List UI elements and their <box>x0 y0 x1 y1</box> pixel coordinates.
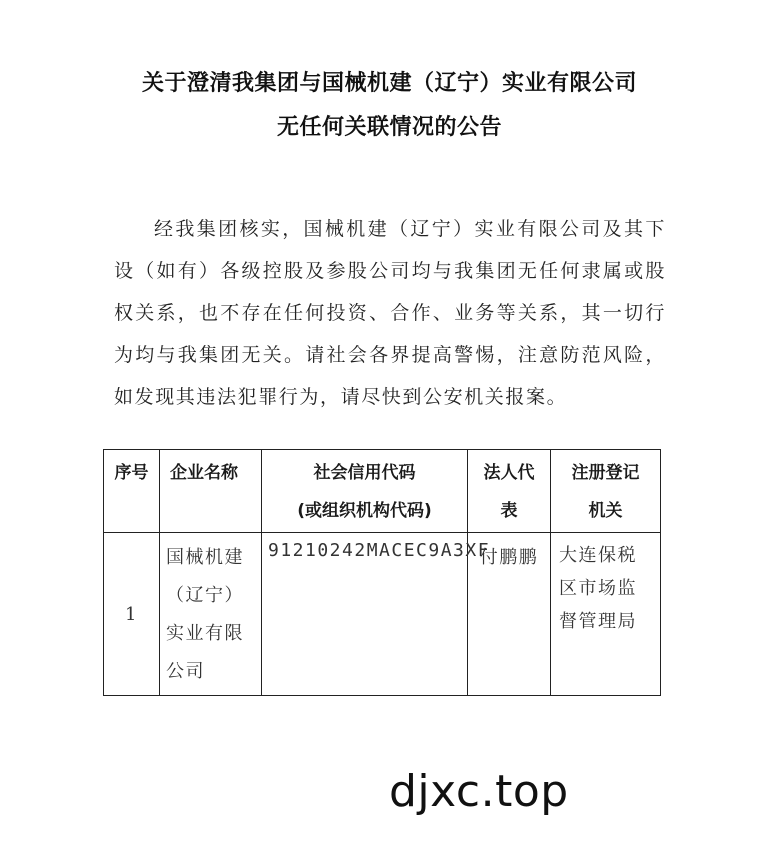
row-seq: 1 <box>104 533 160 696</box>
notice-body-paragraph: 经我集团核实，国械机建（辽宁）实业有限公司及其下设（如有）各级控股及参股公司均与我集团无任何隶属或股权关系，也不存在任何投资、合作、业务等关系，其一切行为均与我集团无关。请社会各界提高警惕，注意防范风险，如发现其违法犯罪行为，请尽快到公安机关报案。 <box>114 218 666 408</box>
header-legal-rep-line2: 表 <box>500 501 518 521</box>
row-registration-line: 督管理局 <box>559 611 637 632</box>
row-company-name-line: 实业有限 <box>166 623 244 644</box>
row-company-name <box>160 533 262 696</box>
site-watermark: djxc.top <box>389 766 569 817</box>
header-company-name: 企业名称 <box>160 450 262 533</box>
row-registration-line: 大连保税 <box>559 545 637 566</box>
company-info-table <box>103 449 661 696</box>
row-company-name-line: 国械机建 <box>166 547 244 568</box>
notice-title-line-2: 无任何关联情况的公告 <box>276 115 502 140</box>
header-legal-rep-line1: 法人代 <box>483 463 535 483</box>
notice-title-line-1: 关于澄清我集团与国械机建（辽宁）实业有限公司 <box>141 71 637 96</box>
header-credit-code-line2: (或组织机构代码) <box>297 501 432 521</box>
row-credit-code: 91210242MACEC9A3XF <box>262 533 468 696</box>
row-company-name-line: 公司 <box>166 661 205 682</box>
header-seq: 序号 <box>104 450 160 533</box>
row-registration-line: 区市场监 <box>559 578 637 599</box>
row-legal-rep: 付鹏鹏 <box>468 533 551 696</box>
row-registration-authority <box>551 533 661 696</box>
row-company-name-line: （辽宁） <box>166 585 244 606</box>
table-header-row <box>104 450 661 533</box>
table-row <box>104 533 661 696</box>
header-registration-authority <box>551 450 661 533</box>
header-registration-line2: 机关 <box>588 501 623 521</box>
header-legal-rep <box>468 450 551 533</box>
header-credit-code <box>262 450 468 533</box>
header-credit-code-line1: 社会信用代码 <box>313 463 416 483</box>
header-registration-line1: 注册登记 <box>571 463 640 483</box>
